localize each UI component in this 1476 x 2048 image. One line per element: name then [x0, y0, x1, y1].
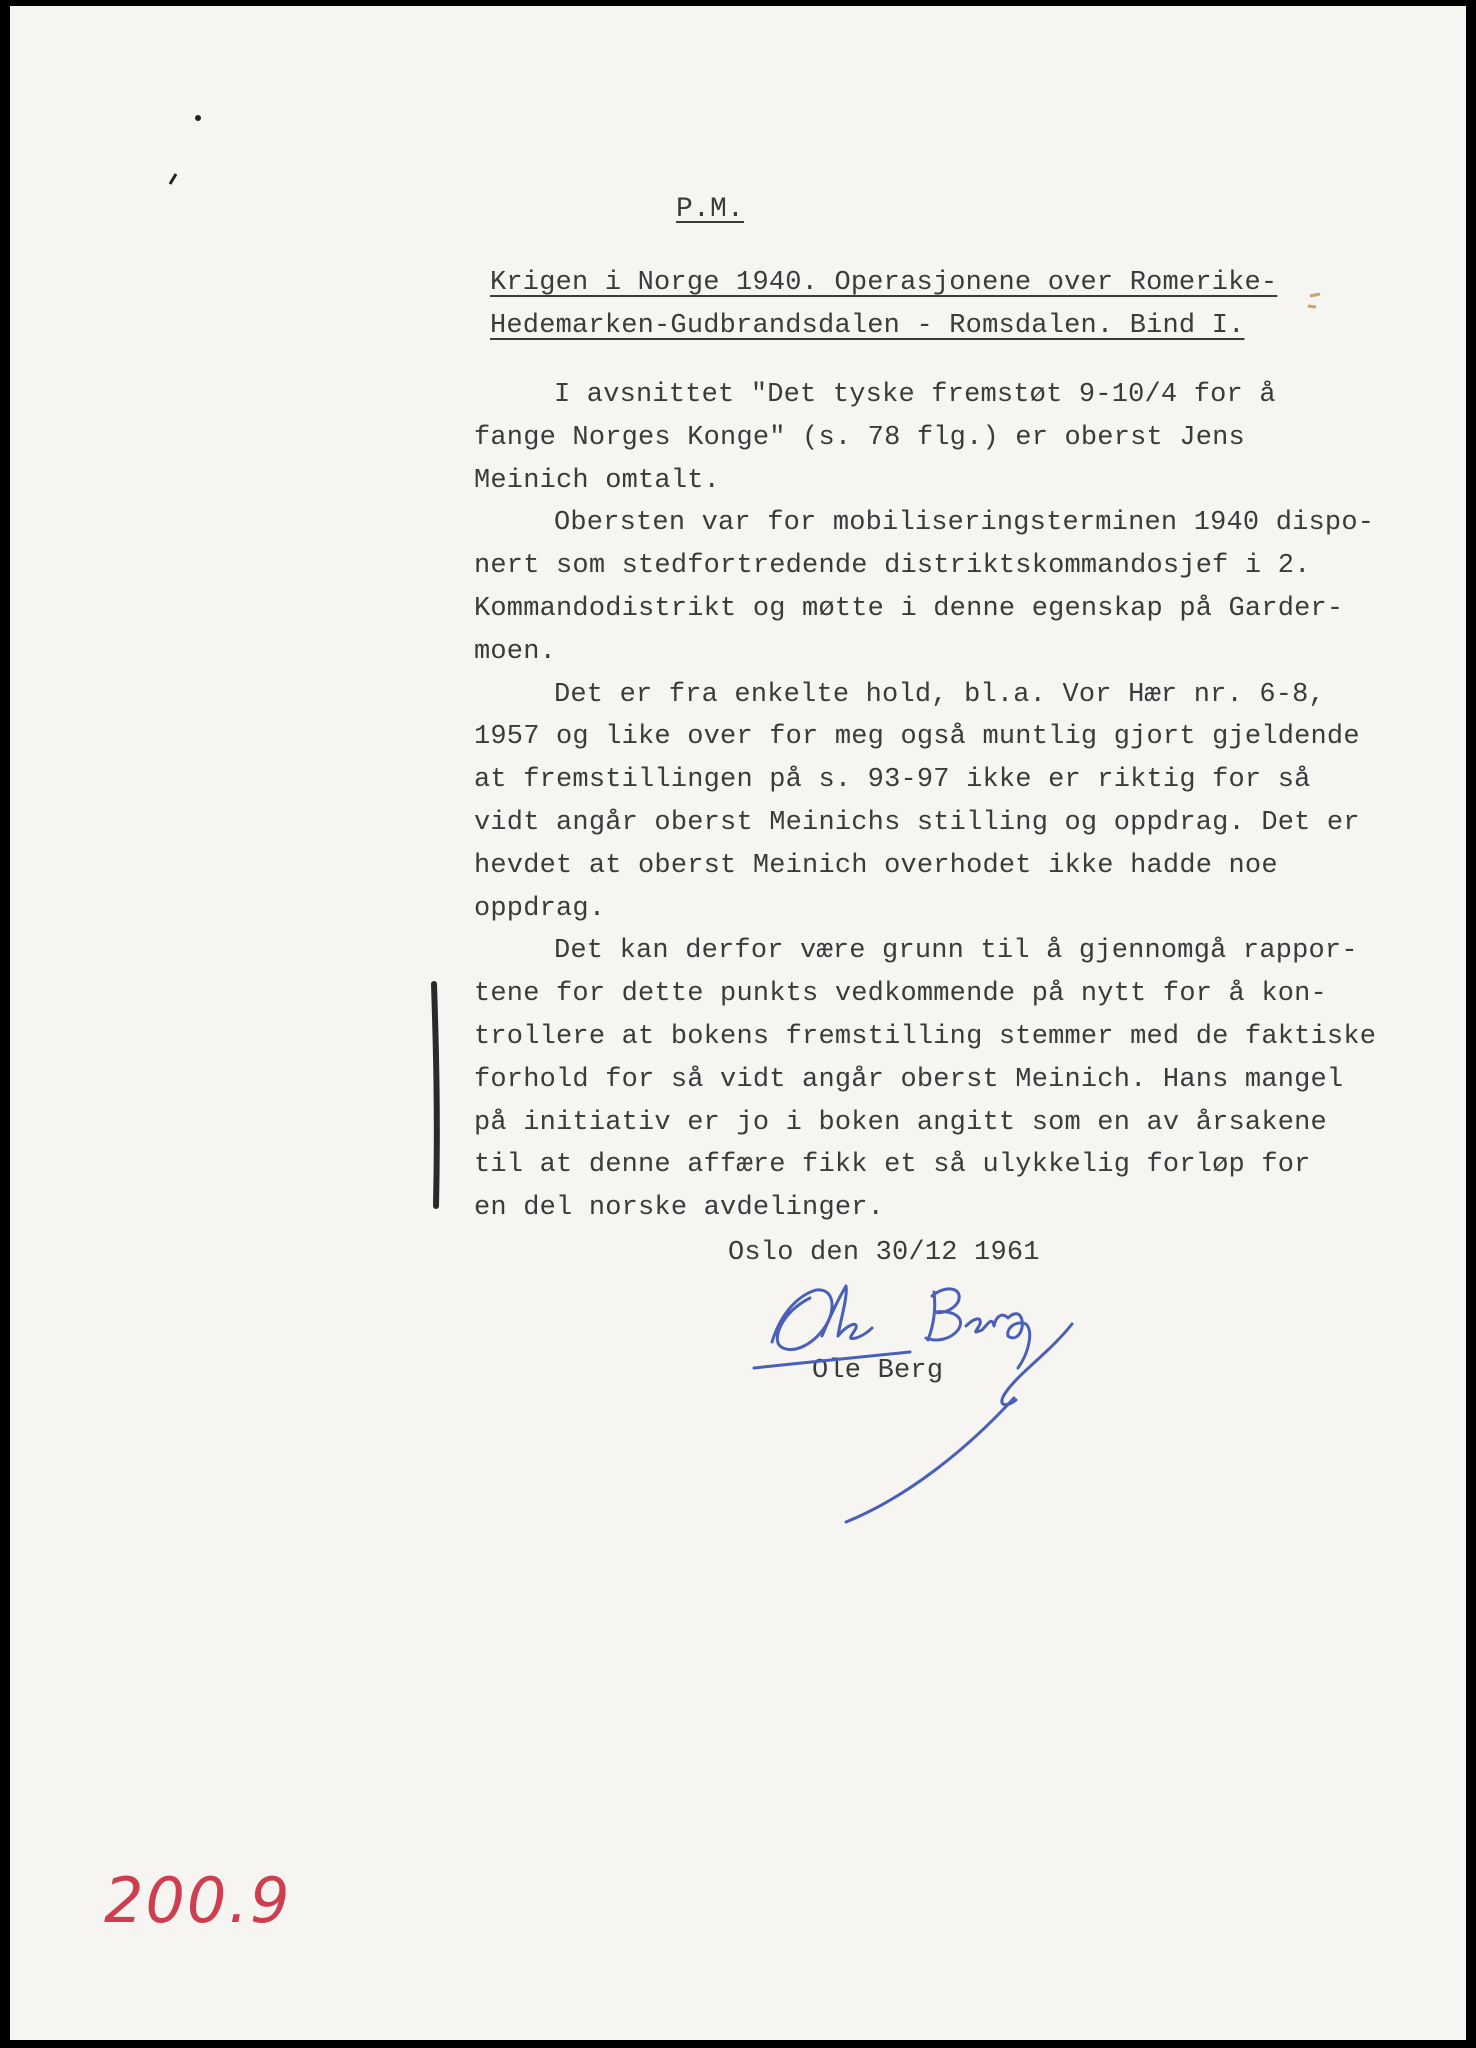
body-line: trollere at bokens fremstilling stemmer med de faktiske [474, 1021, 1377, 1052]
signer-name: Ole Berg [812, 1356, 944, 1386]
body-line: til at denne affære fikk et så ulykkelig forløp for [474, 1150, 1311, 1181]
paper-speck [195, 115, 201, 121]
place-date: Oslo den 30/12 1961 [728, 1238, 1040, 1268]
body-line: tene for dette punkts vedkommende på nytt for å kon- [474, 979, 1327, 1010]
body-line: at fremstillingen på s. 93-97 ikke er riktig for så [474, 765, 1311, 796]
body-line: Det er fra enkelte hold, bl.a. Vor Hær nr. 6-8, [554, 679, 1325, 710]
body-line: Obersten var for mobiliseringsterminen 1940 dispo- [554, 508, 1375, 539]
body-line: forhold for så vidt angår oberst Meinich. Hans mangel [474, 1064, 1344, 1095]
body-line: Kommandodistrikt og møtte i denne egenskap på Garder- [474, 593, 1344, 624]
paper-stain [1308, 294, 1320, 307]
paper-speck [170, 174, 176, 184]
subject-line-1: Krigen i Norge 1940. Operasjonene over Romerike- [490, 268, 1278, 298]
archive-number: 200.9 [104, 1864, 292, 1937]
body-line: nert som stedfortredende distriktskommandosjef i 2. [474, 551, 1311, 582]
margin-mark [434, 984, 437, 1206]
body-line: I avsnittet "Det tyske fremstøt 9-10/4 for å [554, 380, 1276, 410]
memo-heading: P.M. [676, 194, 745, 225]
document-page [10, 6, 1466, 2040]
signature [754, 1286, 1072, 1522]
body-line: 1957 og like over for meg også muntlig gjort gjeldende [474, 722, 1360, 753]
body-line: en del norske avdelinger. [474, 1193, 885, 1224]
body-line: oppdrag. [474, 893, 606, 924]
body-line: hevdet at oberst Meinich overhodet ikke hadde noe [474, 850, 1278, 881]
body-line: Det kan derfor være grunn til å gjennomgå rappor- [554, 936, 1358, 967]
body-line: vidt angår oberst Meinichs stilling og oppdrag. Det er [474, 807, 1360, 838]
handwritten-marks [10, 6, 1466, 2040]
body-line: fange Norges Konge" (s. 78 flg.) er oberst Jens [474, 422, 1245, 453]
body-line: Meinich omtalt. [474, 465, 721, 496]
body-line: moen. [474, 636, 557, 667]
body-line: på initiativ er jo i boken angitt som en av årsakene [474, 1107, 1327, 1138]
subject-line-2: Hedemarken-Gudbrandsdalen - Romsdalen. Bind I. [490, 311, 1245, 341]
